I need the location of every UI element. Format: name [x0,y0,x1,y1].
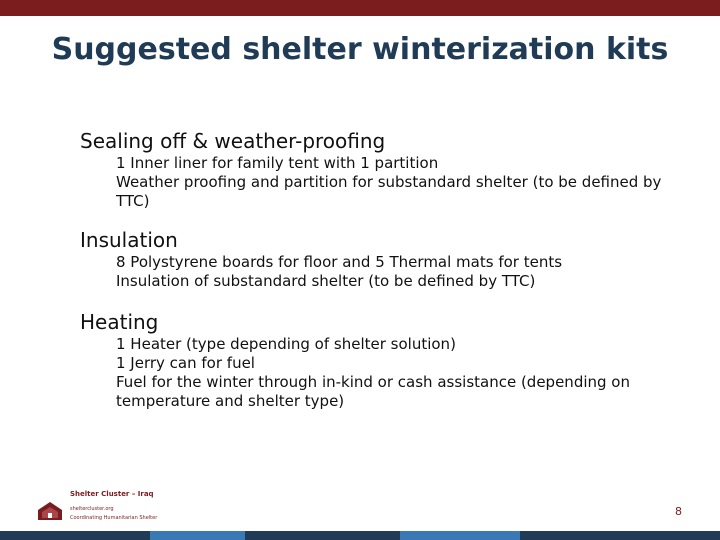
bottom-accent-bar [0,531,720,540]
section-insulation [80,227,680,291]
bar-segment [0,531,150,540]
section-heading: Heating [80,310,159,334]
list-item: Fuel for the winter through in-kind or cash assistance (depending on temperature and shelter type) [116,373,630,410]
top-accent-bar [0,0,720,16]
section-items [116,335,680,411]
bar-segment [400,531,520,540]
bar-segment [150,531,245,540]
section-heading: Sealing off & weather-proofing [80,129,386,153]
house-logo-icon [36,500,64,522]
section-items [116,253,680,291]
section-items [116,154,680,211]
list-item: 1 Inner liner for family tent with 1 partition [116,154,439,172]
footer-tagline: Coordinating Humanitarian Shelter [70,515,158,521]
slide-content [80,128,680,429]
footer [70,488,270,522]
footer-url[interactable]: sheltercluster.org [70,506,114,512]
list-item: 8 Polystyrene boards for floor and 5 Thermal mats for tents [116,253,563,271]
footer-org: Shelter Cluster – Iraq [70,490,154,498]
list-item: 1 Jerry can for fuel [116,354,255,372]
bar-segment [245,531,400,540]
list-item: Weather proofing and partition for substandard shelter (to be defined by TTC) [116,173,662,210]
list-item: 1 Heater (type depending of shelter solution) [116,335,456,353]
section-heating [80,309,680,411]
section-sealing [80,128,680,211]
bar-segment [520,531,720,540]
slide-title: Suggested shelter winterization kits [51,32,669,67]
page-number: 8 [675,505,682,518]
section-heading: Insulation [80,228,178,252]
list-item: Insulation of substandard shelter (to be defined by TTC) [116,272,536,290]
